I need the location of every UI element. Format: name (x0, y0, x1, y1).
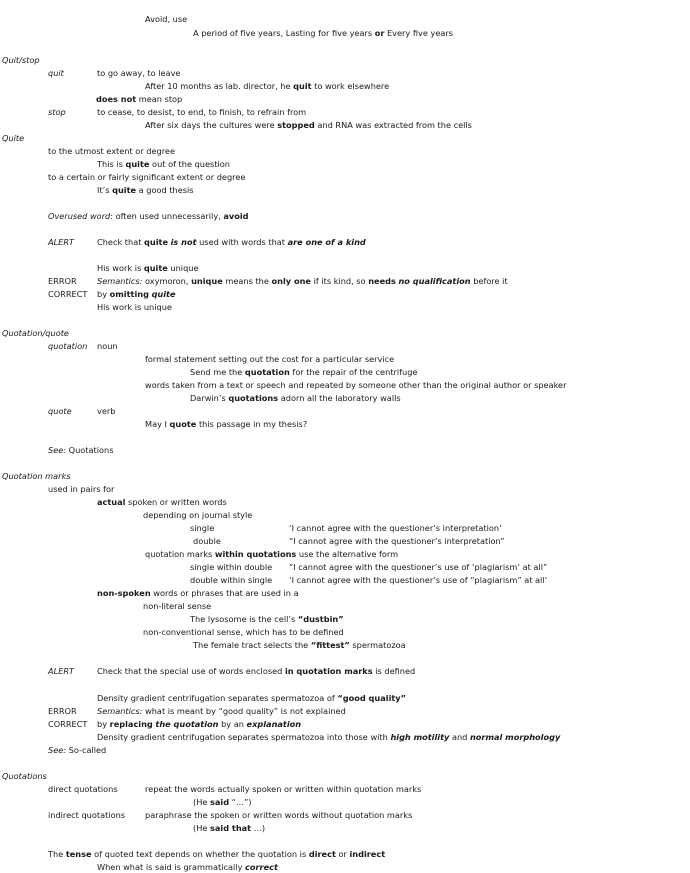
style-label: double within single (190, 575, 273, 585)
emphasis: Semantics: (97, 706, 143, 716)
definition: to cease, to desist, to end, to finish, to refrain from (97, 107, 307, 117)
definition: to the utmost extent or degree (48, 146, 175, 156)
emphasis: no qualification (398, 276, 471, 286)
alert-text: Check that the special use of words enclosed in quotation marks is defined (97, 666, 416, 676)
example-line: Density gradient centrifugation separates spermatozoa of “good quality” (97, 693, 407, 703)
term-label: quote (48, 406, 72, 416)
example-line: ‘I cannot agree with the questioner’s use of “plagiarism” at all’ (289, 575, 548, 585)
error-label: ERROR (48, 706, 77, 716)
term-label: quotation (48, 341, 88, 351)
emphasis: avoid (223, 211, 249, 221)
emphasis: See: (48, 445, 67, 455)
part-of-speech: noun (97, 341, 118, 351)
emphasis: See: (48, 745, 67, 755)
example-line: A period of five years, Lasting for five years or Every five years (193, 28, 454, 38)
definition: depending on journal style (143, 510, 253, 520)
emphasis: direct (308, 849, 336, 859)
emphasis: in quotation marks (284, 666, 373, 676)
example-line: ‘I cannot agree with the questioner’s interpretation’ (289, 523, 502, 533)
example-line: The lysosome is the cell’s “dustbin” (190, 614, 344, 624)
see-also: See: Quotations (48, 445, 114, 455)
entry-heading: Quotation marks (2, 471, 71, 481)
correct-text: by omitting quite (97, 289, 176, 299)
emphasis: quite (143, 263, 168, 273)
emphasis: “dustbin” (297, 614, 344, 624)
emphasis: non-spoken (97, 588, 151, 598)
correct-label: CORRECT (48, 289, 88, 299)
definition: non-literal sense (143, 601, 212, 611)
example-line: It’s quite a good thesis (97, 185, 194, 195)
definition: words taken from a text or speech and repeated by someone other than the original author or speaker (145, 380, 567, 390)
emphasis: indirect (349, 849, 386, 859)
example-line: “I cannot agree with the questioner’s interpretation” (289, 536, 505, 546)
style-label: single (190, 523, 215, 533)
emphasis: or (374, 28, 385, 38)
example-line: May I quote this passage in my thesis? (145, 419, 308, 429)
emphasis: quotation (244, 367, 290, 377)
emphasis: quite (125, 159, 150, 169)
term-label: stop (48, 107, 66, 117)
example-line: After six days the cultures were stopped and RNA was extracted from the cells (145, 120, 472, 130)
note: Overused word: often used unnecessarily, avoid (48, 211, 249, 221)
entry-heading: Quite (2, 133, 25, 143)
alert-label: ALERT (48, 237, 75, 247)
entry-heading: Quotations (2, 771, 47, 781)
example-line: (He said that …) (193, 823, 266, 833)
emphasis: Overused word (48, 211, 111, 221)
definition: repeat the words actually spoken or written within quotation marks (145, 784, 422, 794)
emphasis: explanation (246, 719, 302, 729)
emphasis: Semantics: (97, 276, 143, 286)
emphasis: quote (169, 419, 197, 429)
definition: paraphrase the spoken or written words without quotation marks (145, 810, 413, 820)
emphasis: quite (144, 237, 168, 247)
emphasis: the quotation (155, 719, 219, 729)
definition: to a certain or fairly significant extent or degree (48, 172, 246, 182)
example-line: This is quite out of the question (97, 159, 230, 169)
emphasis: only one (271, 276, 311, 286)
emphasis: correct (245, 862, 278, 872)
emphasis: quit (293, 81, 312, 91)
alert-text: Check that quite is not used with words that are one of a kind (97, 237, 366, 247)
definition: non-spoken words or phrases that are used in a (97, 588, 299, 598)
definition: used in pairs for (48, 484, 115, 494)
alert-label: ALERT (48, 666, 75, 676)
error-text: Semantics: oxymoron, unique means the only one if its kind, so needs no qualification before it (97, 276, 508, 286)
emphasis: said (210, 797, 230, 807)
emphasis: said that (210, 823, 252, 833)
definition: non-conventional sense, which has to be defined (143, 627, 344, 637)
correct-text: by replacing the quotation by an explanation (97, 719, 302, 729)
emphasis: are one of a kind (287, 237, 366, 247)
definition: quotation marks within quotations use the alternative form (145, 549, 399, 559)
see-also: See: So-called (48, 745, 107, 755)
emphasis: actual (97, 497, 126, 507)
style-label: single within double (190, 562, 273, 572)
emphasis: “fittest” (310, 640, 350, 650)
definition: to go away, to leave (97, 68, 181, 78)
emphasis: within quotations (214, 549, 297, 559)
emphasis: quite (151, 289, 176, 299)
avoid-use-note: Avoid, use (145, 14, 188, 24)
note: When what is said is grammatically correct (97, 862, 278, 872)
emphasis: does not (96, 94, 137, 104)
emphasis: stopped (277, 120, 315, 130)
emphasis: replacing (109, 719, 153, 729)
emphasis: tense (65, 849, 92, 859)
term-label: indirect quotations (48, 810, 126, 820)
term-label: direct quotations (48, 784, 118, 794)
example-line: “I cannot agree with the questioner’s use of ‘plagiarism’ at all” (289, 562, 548, 572)
example-line: The female tract selects the “fittest” spermatozoa (193, 640, 406, 650)
definition: formal statement setting out the cost for a particular service (145, 354, 395, 364)
example-line: Send me the quotation for the repair of the centrifuge (190, 367, 418, 377)
definition: actual spoken or written words (97, 497, 227, 507)
entry-heading: Quotation/quote (2, 328, 69, 338)
emphasis: high motility (390, 732, 450, 742)
emphasis: “good quality” (337, 693, 407, 703)
emphasis: needs (368, 276, 396, 286)
corrected-example: His work is unique (97, 302, 172, 312)
example-line: (He said “…”) (193, 797, 252, 807)
note: does not mean stop (96, 94, 183, 104)
emphasis: unique (191, 276, 223, 286)
entry-heading: Quit/stop (2, 55, 40, 65)
example-line: His work is quite unique (97, 263, 199, 273)
correct-label: CORRECT (48, 719, 88, 729)
emphasis: is not (170, 237, 197, 247)
error-text: Semantics: what is meant by “good quality” is not explained (97, 706, 346, 716)
example-line: Darwin’s quotations adorn all the laboratory walls (190, 393, 401, 403)
example-line: After 10 months as lab. director, he quit to work elsewhere (145, 81, 390, 91)
term-label: quit (48, 68, 64, 78)
style-label: double (193, 536, 221, 546)
corrected-example: Density gradient centrifugation separates spermatozoa into those with high motility and normal morphology (97, 732, 561, 742)
emphasis: normal morphology (469, 732, 561, 742)
emphasis: quotations (228, 393, 279, 403)
emphasis: omitting (109, 289, 149, 299)
emphasis: quite (112, 185, 137, 195)
note: The tense of quoted text depends on whether the quotation is direct or indirect (48, 849, 386, 859)
error-label: ERROR (48, 276, 77, 286)
part-of-speech: verb (97, 406, 116, 416)
